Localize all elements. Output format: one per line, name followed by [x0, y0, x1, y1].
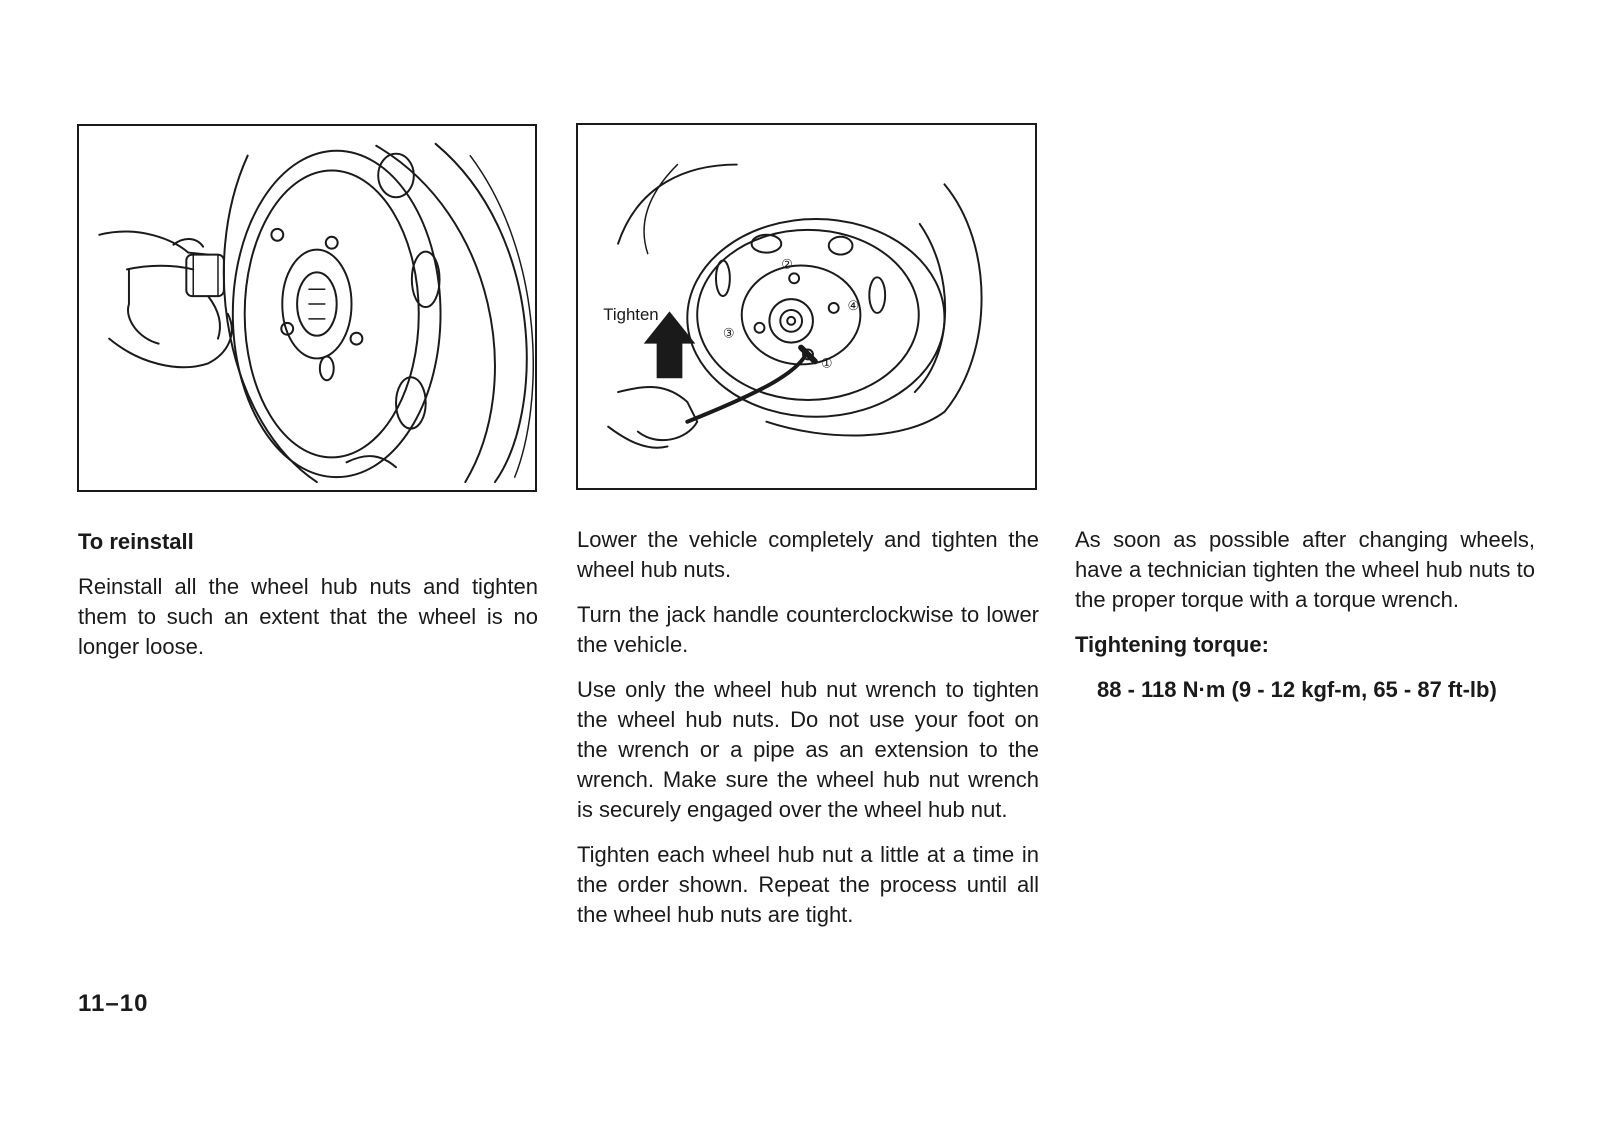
instruction-paragraph: Tighten each wheel hub nut a little at a time in the order shown. Repeat the process until all the wheel hub nuts are tight. [577, 842, 1039, 927]
section-heading: To reinstall [78, 529, 194, 554]
nut-number-4: ④ [847, 297, 860, 313]
lowering-instructions [577, 525, 1039, 945]
nut-number-2: ② [781, 256, 793, 272]
nut-number-3: ③ [722, 325, 735, 341]
torque-note: As soon as possible after changing wheels, have a technician tighten the wheel hub nuts to the proper torque with a torque wrench. [1075, 527, 1535, 612]
torque-spec-value: 88 - 118 N·m (9 - 12 kgf-m, 65 - 87 ft-lb) [1097, 677, 1497, 702]
instruction-paragraph: Lower the vehicle completely and tighten the wheel hub nuts. [577, 527, 1039, 582]
tighten-illustration [576, 123, 1037, 490]
nut-number-1: ① [820, 355, 833, 371]
reinstall-illustration [77, 124, 537, 492]
reinstall-section [78, 527, 538, 677]
instruction-paragraph: Turn the jack handle counterclockwise to lower the vehicle. [577, 602, 1039, 657]
instruction-paragraph: Use only the wheel hub nut wrench to tighten the wheel hub nuts. Do not use your foot on the wrench or a pipe as an extension to the wrench. Make sure the wheel hub nut wrench is securely engaged over the wheel hub nut. [577, 677, 1039, 822]
section-body: Reinstall all the wheel hub nuts and tighten them to such an extent that the wheel is no longer loose. [78, 574, 538, 659]
page-number: 11–10 [78, 990, 149, 1017]
torque-spec-label: Tightening torque: [1075, 632, 1269, 657]
tighten-label: Tighten [603, 304, 659, 324]
torque-section [1075, 525, 1535, 720]
